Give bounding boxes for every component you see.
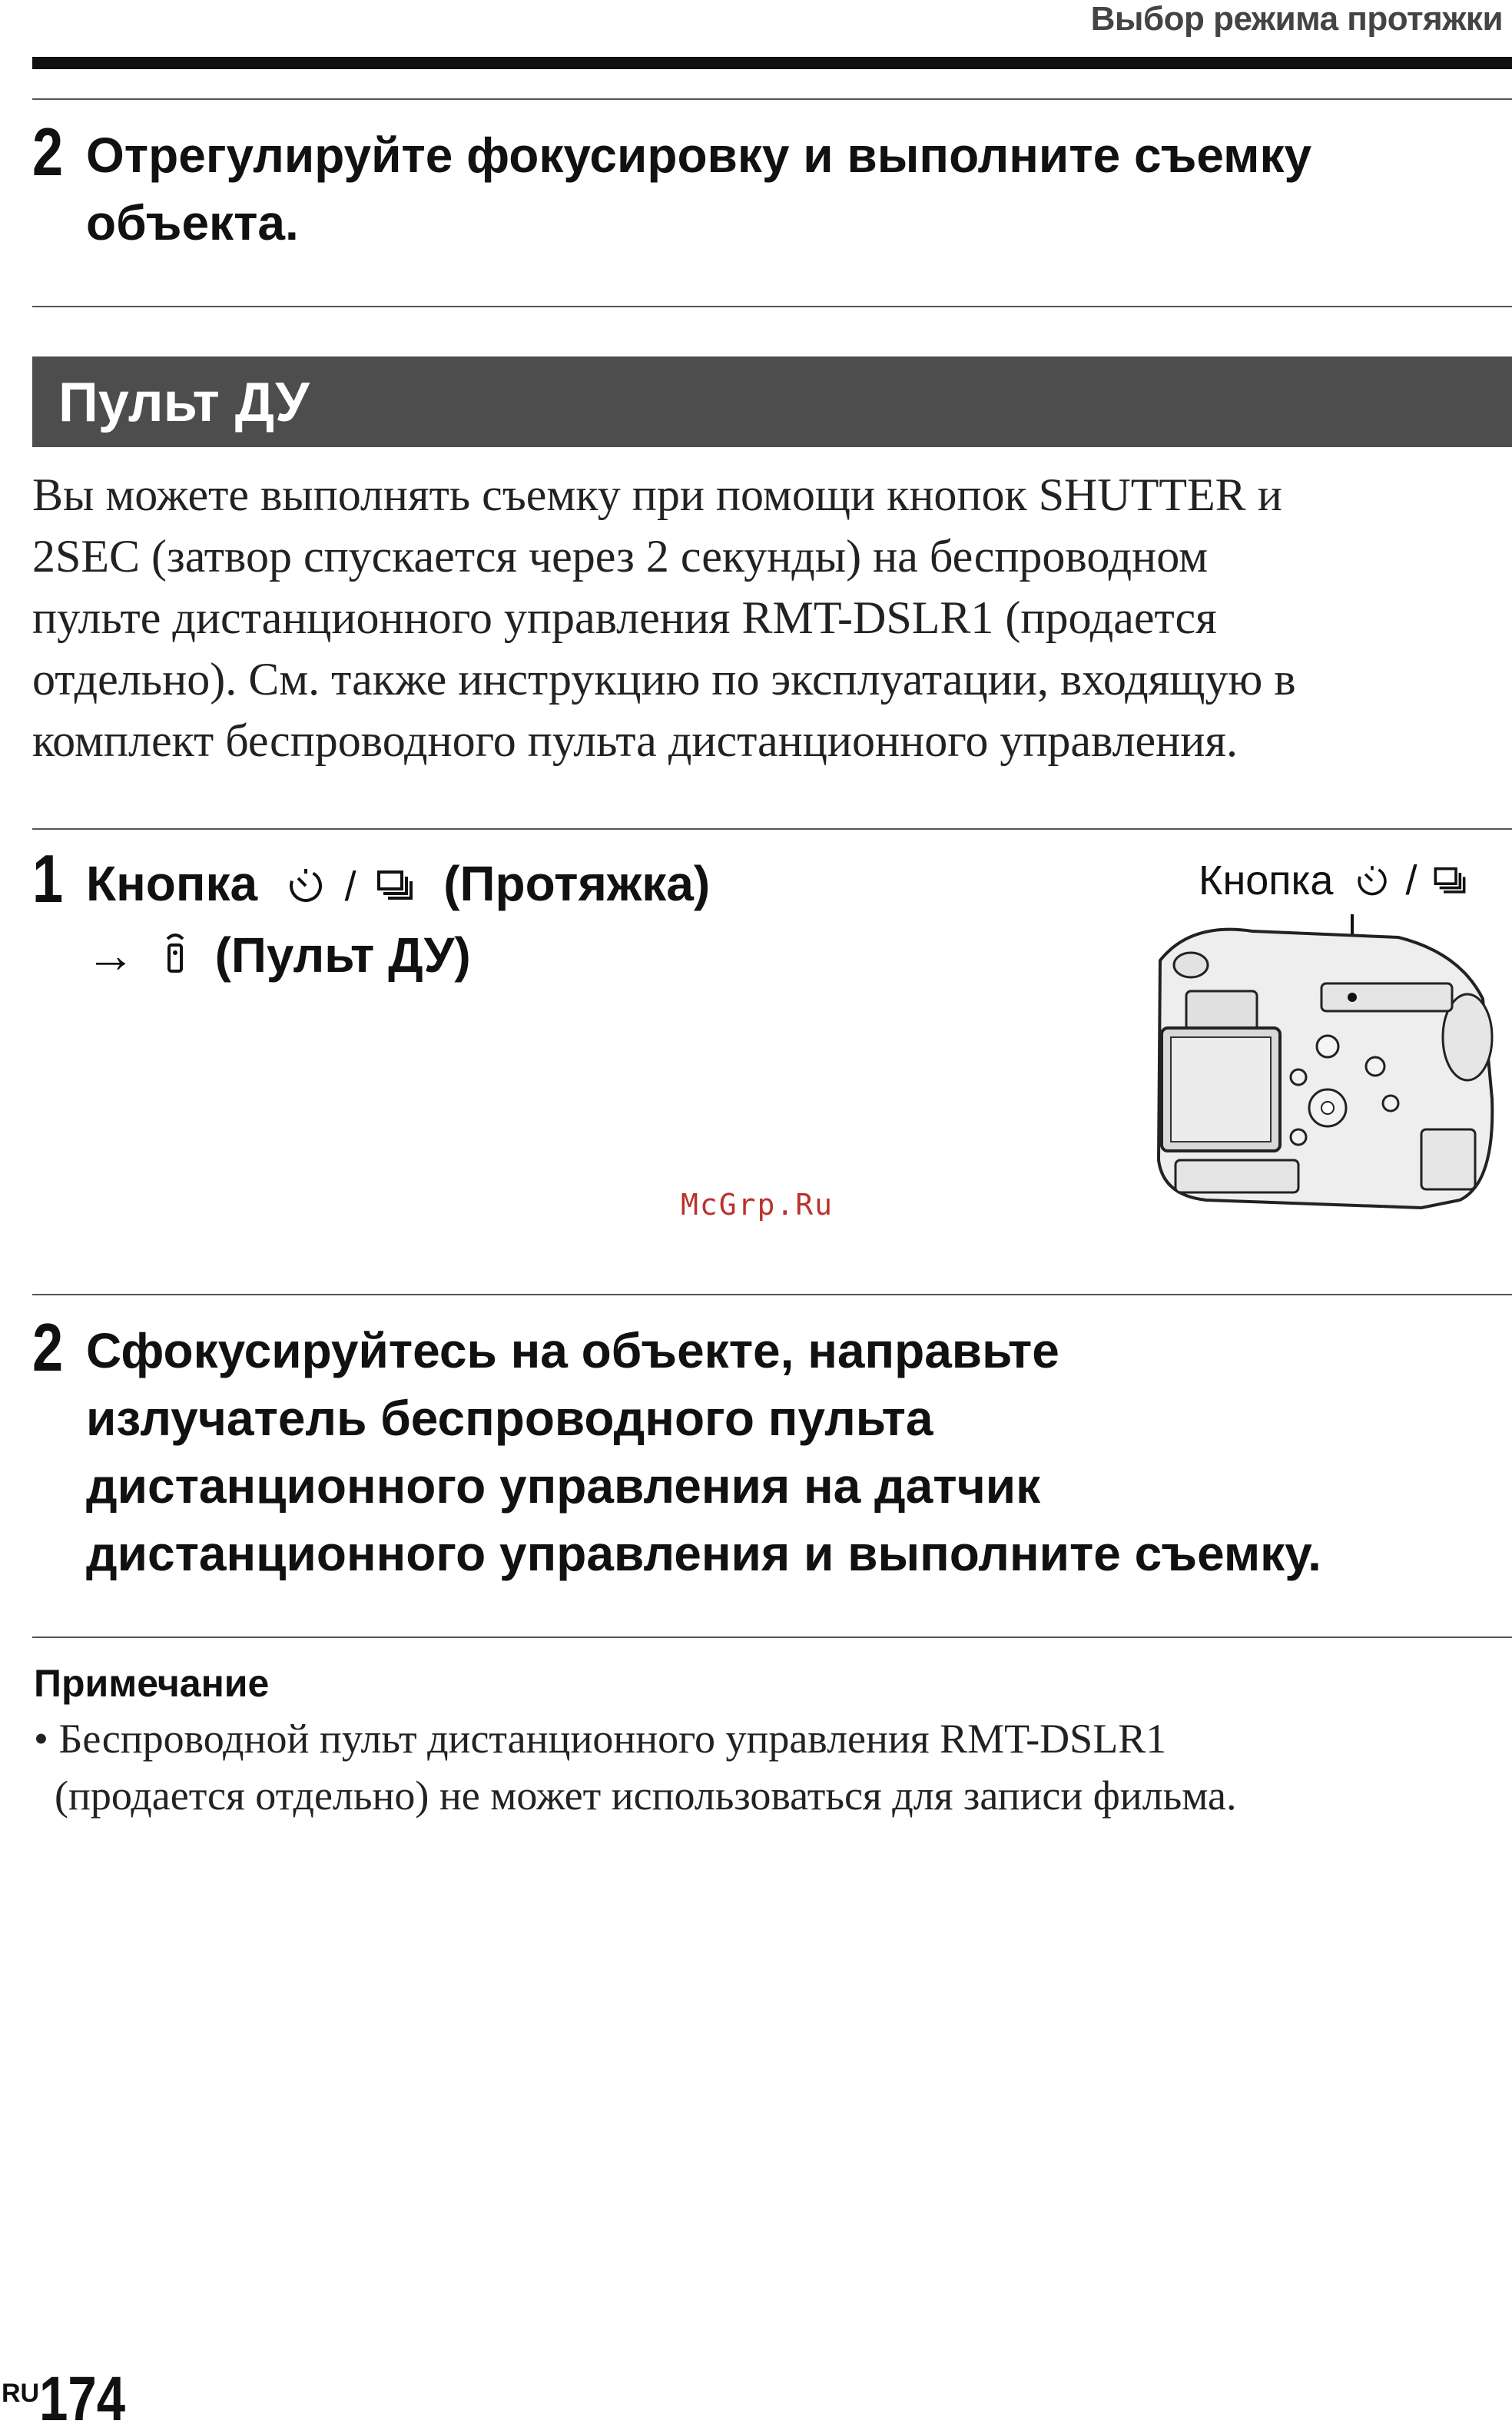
divider	[32, 306, 1512, 307]
intro-line: 2SEC (затвор спускается через 2 секунды) на беспроводном	[32, 531, 1209, 582]
step-text	[86, 850, 710, 993]
intro-line: отдельно). См. также инструкцию по эксплуатации, входящую в	[32, 654, 1296, 705]
continuous-drive-icon	[1431, 853, 1468, 914]
continuous-drive-icon	[374, 854, 416, 921]
note-line: (продается отдельно) не может использоваться для записи фильма.	[34, 1772, 1237, 1819]
self-timer-icon	[1354, 853, 1391, 914]
step-text-line: Сфокусируйтесь на объекте, направьте	[86, 1323, 1059, 1378]
intro-paragraph	[32, 464, 1507, 771]
divider	[32, 98, 1512, 100]
note-heading: Примечание	[34, 1662, 270, 1705]
step-text-line: излучатель беспроводного пульта	[86, 1391, 933, 1446]
page-number	[2, 2364, 144, 2434]
step-text-line: Отрегулируйте фокусировку и выполните съемку	[86, 128, 1312, 183]
callout-label-text: Кнопка	[1199, 857, 1334, 904]
header-rule	[32, 57, 1512, 69]
step-number: 2	[32, 1309, 64, 1385]
intro-line: пульте дистанционного управления RMT-DSLR1 (продается	[32, 592, 1217, 643]
divider	[32, 1636, 1512, 1638]
intro-line: комплект беспроводного пульта дистанционного управления.	[32, 715, 1238, 766]
page-digits: 174	[39, 2364, 126, 2434]
step1-prefix: Кнопка	[86, 856, 258, 911]
section-title: Пульт ДУ	[58, 372, 310, 433]
step-text-line: дистанционного управления и выполните съемку.	[86, 1526, 1321, 1581]
camera-illustration	[1145, 907, 1506, 1229]
arrow-icon: →	[86, 927, 135, 983]
step1-target: (Пульт ДУ)	[214, 927, 471, 983]
step-text	[86, 1317, 1321, 1587]
step1-line2	[86, 921, 710, 993]
divider	[32, 1294, 1512, 1295]
step-text-line: дистанционного управления на датчик	[86, 1458, 1041, 1514]
divider	[32, 828, 1512, 830]
note-text	[34, 1710, 1237, 1824]
callout-label: Кнопка /	[1199, 850, 1468, 914]
step-number: 2	[32, 114, 64, 190]
watermark: McGrp.Ru	[681, 1188, 834, 1222]
self-timer-icon	[285, 854, 327, 921]
running-header: Выбор режима протяжки	[1090, 0, 1503, 38]
page-language: RU	[2, 2379, 40, 2408]
remote-icon	[160, 925, 191, 993]
step-text	[86, 121, 1311, 257]
note-line: • Беспроводной пульт дистанционного управления RMT-DSLR1	[34, 1716, 1167, 1762]
step-number: 1	[32, 841, 64, 917]
step1-suffix: (Протяжка)	[443, 856, 711, 911]
step1-line1: Кнопка / (Протяжка)	[86, 850, 710, 921]
intro-line: Вы можете выполнять съемку при помощи кнопок SHUTTER и	[32, 469, 1282, 520]
step-text-line: объекта.	[86, 195, 299, 250]
